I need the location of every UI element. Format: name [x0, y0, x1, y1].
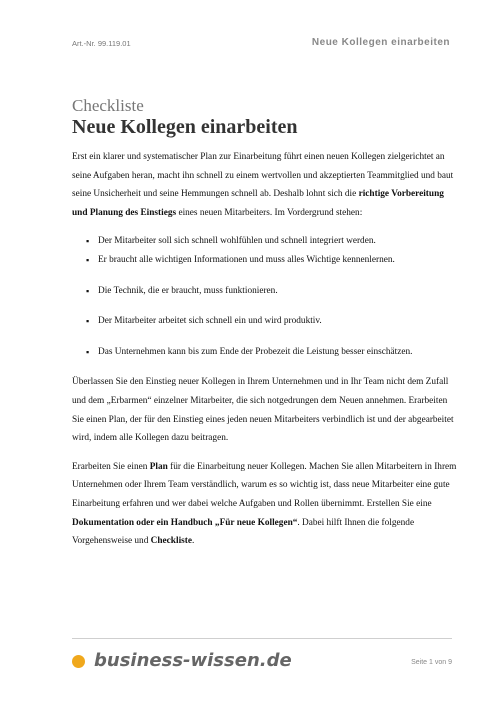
logo-dot-icon	[72, 655, 85, 668]
page-number: Seite 1 von 9	[411, 659, 452, 666]
paragraph-plan: Erarbeiten Sie einen Plan für die Einarbeitung neuer Kollegen. Machen Sie allen Mitarbeitern in Ihrem Unternehmen oder Ihrem Team verständlich, warum es so wichtig ist, dass neue Mitarbeiter eine gute Einarbeitung erfahren und wer dabei welche Aufgaben und Rollen übernimmt. Erstellen Sie eine Dokumentation oder ein Handbuch „Für neue Kollegen“. Dabei hilft Ihnen die folgende Vorgehensweise und Checkliste.	[72, 461, 457, 547]
bullet-icon: ▪	[86, 285, 90, 296]
list-item: ▪ Der Mitarbeiter arbeitet sich schnell ein und wird produktiv.	[86, 312, 457, 331]
bullet-icon: ▪	[86, 316, 90, 327]
paragraph-team: Überlassen Sie den Einstieg neuer Kollegen in Ihrem Unternehmen und in Ihr Team nicht dem Zufall und dem „Erbarmen“ einzelner Mitarbeiter, die sich notgedrungen dem Neuen annehmen. Erarbeiten Sie einen Plan, der für den Einstieg eines jeden neuen Mitarbeiters verbindlich ist und der abgearbeitet wird, indem alle Kollegen dazu beitragen.	[72, 377, 454, 444]
bullet-icon: ▪	[86, 254, 90, 265]
document-kicker: Checkliste	[72, 96, 144, 115]
title-block	[72, 96, 452, 138]
list-item: ▪ Der Mitarbeiter soll sich schnell wohlfühlen und schnell integriert werden.	[86, 232, 457, 251]
article-number: Art.-Nr. 99.119.01	[72, 39, 131, 48]
list-item: ▪ Er braucht alle wichtigen Informationen und muss alles Wichtige kennenlernen.	[86, 251, 457, 270]
footer-divider	[72, 638, 452, 639]
intro-paragraph: Erst ein klarer und systematischer Plan zur Einarbeitung führt einen neuen Kollegen zielgerichtet an seine Aufgaben heran, macht ihn schnell zu einem wertvollen und akzeptierten Teammitglied und baut seine Unsicherheit und seine Hemmungen schnell ab. Deshalb lohnt sich die richtige Vorbereitung und Planung des Einstiegs eines neuen Mitarbeiters. Im Vordergrund stehen:	[72, 152, 454, 218]
bullet-icon: ▪	[86, 236, 90, 247]
list-item: ▪ Die Technik, die er braucht, muss funktionieren.	[86, 282, 457, 301]
list-item: ▪ Das Unternehmen kann bis zum Ende der Probezeit die Leistung besser einschätzen.	[86, 343, 457, 362]
document-title: Neue Kollegen einarbeiten	[72, 116, 298, 138]
page-footer	[72, 650, 452, 674]
header-document-title: Neue Kollegen einarbeiten	[311, 37, 450, 48]
brand-logo: business-wissen.de	[94, 650, 292, 671]
intro-emphasis: richtige Vorbereitung und Planung des Einstiegs	[72, 189, 444, 218]
goal-list	[72, 232, 457, 361]
page-header	[72, 38, 450, 52]
bullet-icon: ▪	[86, 346, 90, 357]
document-body	[72, 148, 457, 551]
